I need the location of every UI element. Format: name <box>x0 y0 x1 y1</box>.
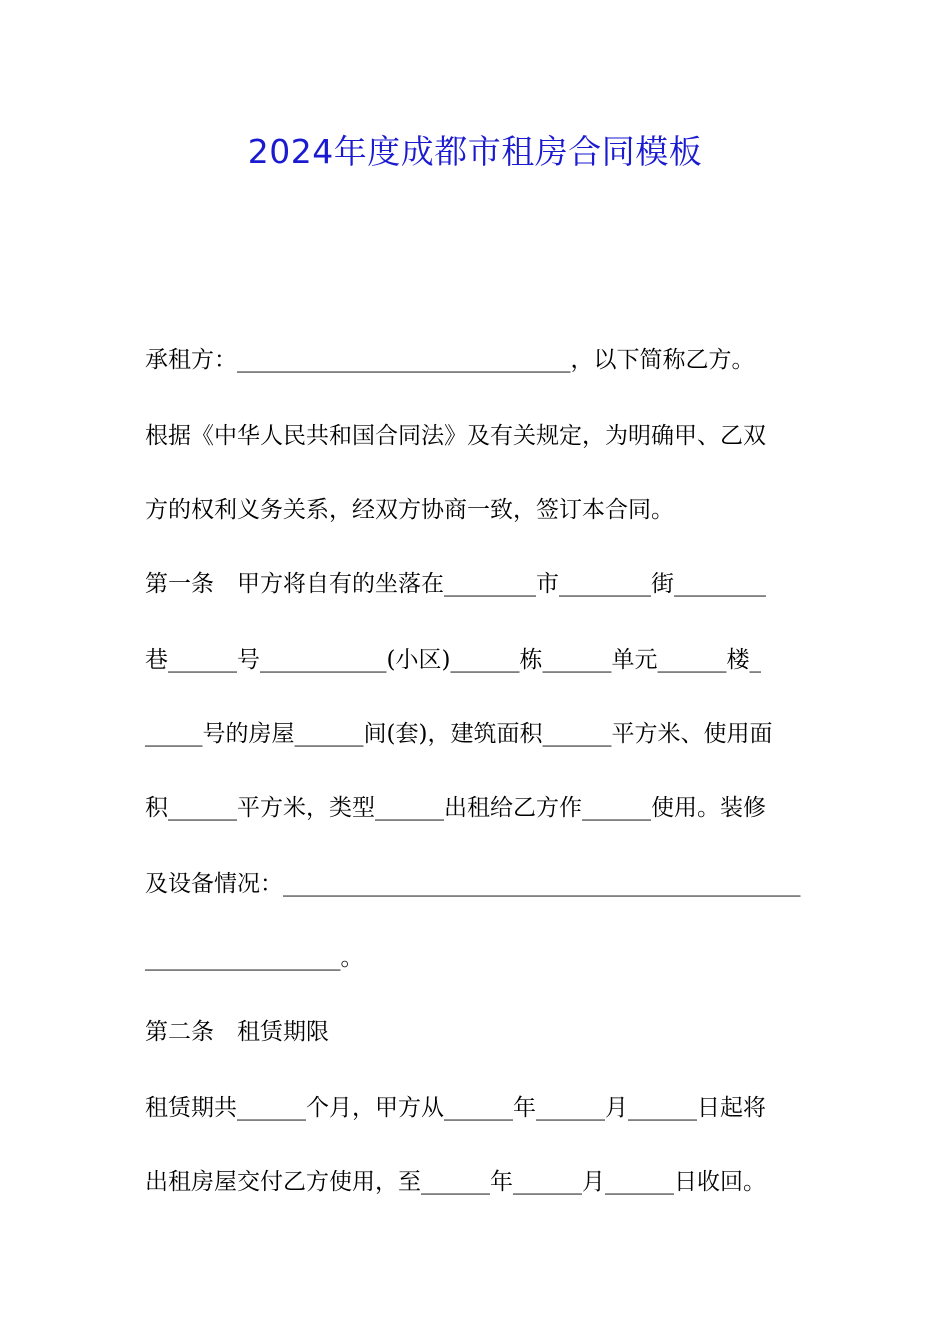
article-2-line-1: 租赁期共______个月，甲方从______年______月______日起将 <box>145 1095 766 1121</box>
article-1-line-4: 积______平方米，类型______出租给乙方作______使用。装修 <box>145 795 766 821</box>
article-1-line-1: 第一条 甲方将自有的坐落在________市________街________ <box>145 571 766 597</box>
article-1-line-2: 巷______号___________(小区)______栋______单元______楼_ <box>145 647 761 673</box>
article-1-line-6: _________________。 <box>145 945 364 971</box>
article-1-line-3: _____号的房屋______间(套)，建筑面积______平方米、使用面 <box>145 721 773 747</box>
article-1-line-5: 及设备情况：_____________________________________________ <box>145 871 801 897</box>
article-2-line-2: 出租房屋交付乙方使用，至______年______月______日收回。 <box>145 1169 766 1195</box>
preamble-line-2: 方的权利义务关系，经双方协商一致，签订本合同。 <box>145 497 674 523</box>
tenant-line: 承租方：_____________________________，以下简称乙方。 <box>145 347 755 373</box>
article-2-heading: 第二条 租赁期限 <box>145 1019 329 1045</box>
preamble-line-1: 根据《中华人民共和国合同法》及有关规定，为明确甲、乙双 <box>145 423 766 449</box>
document-title: 2024年度成都市租房合同模板 <box>247 132 703 171</box>
